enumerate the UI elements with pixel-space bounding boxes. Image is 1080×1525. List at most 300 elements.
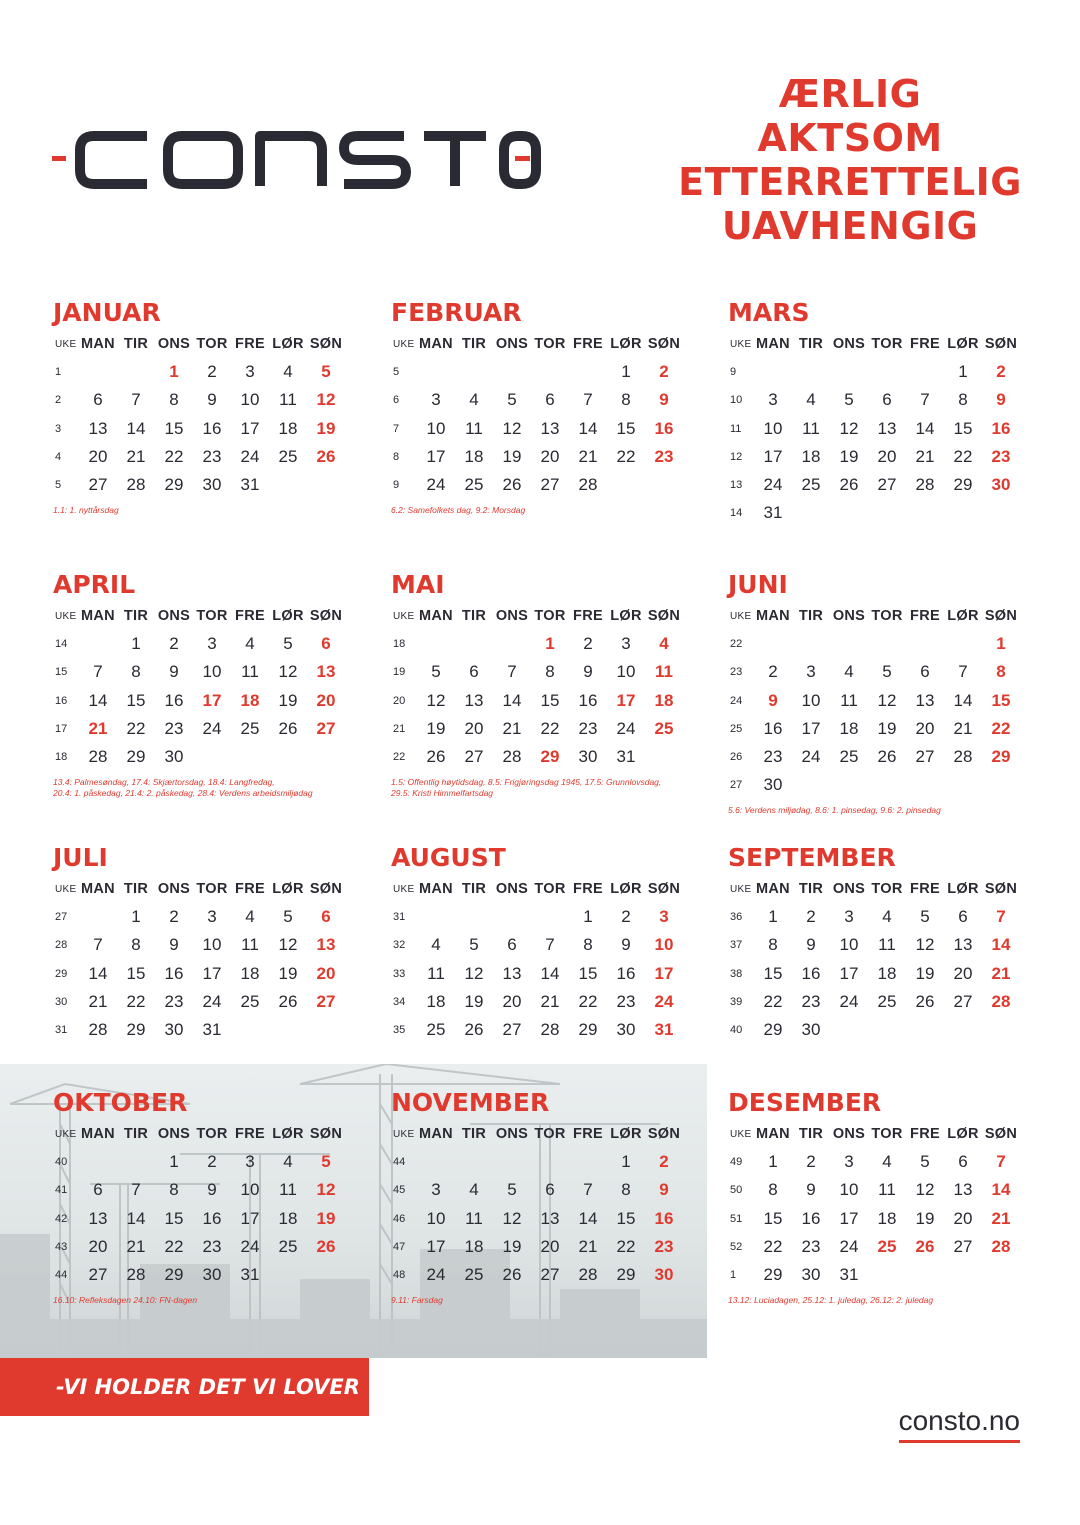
date-cell: 16 xyxy=(763,718,783,738)
date-cell: 5 xyxy=(283,907,293,927)
date-cell: 15 xyxy=(540,690,560,710)
date-cell: 28 xyxy=(502,747,522,767)
date-cell: 29 xyxy=(763,1020,783,1040)
week-number: 46 xyxy=(393,1212,406,1225)
weekday-label: SØN xyxy=(984,336,1018,353)
date-cell: 31 xyxy=(202,1020,222,1040)
week-number: 33 xyxy=(393,967,406,980)
week-header: UKE xyxy=(55,338,77,350)
date-cell: 27 xyxy=(88,475,108,495)
weekday-label: TIR xyxy=(123,881,149,898)
date-cell: 5 xyxy=(507,390,517,410)
date-cell: 30 xyxy=(801,1265,821,1285)
date-cell: 18 xyxy=(426,991,446,1011)
date-cell: 19 xyxy=(839,446,859,466)
date-cell: 11 xyxy=(840,690,858,710)
date-cell: 17 xyxy=(426,446,446,466)
date-cell: 22 xyxy=(164,446,184,466)
weekday-header xyxy=(728,602,1028,630)
weekday-label: SØN xyxy=(309,336,343,353)
date-cell: 6 xyxy=(545,390,555,410)
date-cell: 27 xyxy=(953,1236,973,1256)
holiday-date: 17 xyxy=(654,963,674,983)
date-cell: 16 xyxy=(801,1208,821,1228)
date-cell: 16 xyxy=(164,963,184,983)
date-cell: 3 xyxy=(768,390,778,410)
weekday-header xyxy=(391,1120,691,1148)
weekday-label: SØN xyxy=(309,881,343,898)
slogan-line: AKTSOM xyxy=(757,116,943,160)
date-cell: 4 xyxy=(882,1152,892,1172)
date-cell: 3 xyxy=(621,634,631,654)
date-cell: 11 xyxy=(241,662,259,682)
week-row xyxy=(53,988,353,1016)
week-header: UKE xyxy=(55,610,77,622)
week-row xyxy=(728,386,1028,414)
date-cell: 30 xyxy=(164,1020,184,1040)
date-cell: 11 xyxy=(279,390,297,410)
week-row xyxy=(728,1016,1028,1044)
date-cell: 3 xyxy=(431,390,441,410)
date-cell: 30 xyxy=(801,1020,821,1040)
date-cell: 21 xyxy=(953,718,973,738)
holiday-date: 13 xyxy=(316,935,336,955)
weekday-label: FRE xyxy=(910,881,940,898)
month-oktober xyxy=(53,1086,353,1306)
week-number: 24 xyxy=(730,694,743,707)
week-header: UKE xyxy=(55,1128,77,1140)
holiday-notes xyxy=(53,505,353,516)
week-number: 45 xyxy=(393,1184,406,1197)
week-row xyxy=(53,903,353,931)
holiday-date: 11 xyxy=(655,662,673,682)
week-number: 32 xyxy=(393,939,406,952)
date-cell: 29 xyxy=(164,1265,184,1285)
holiday-date: 9 xyxy=(768,690,778,710)
date-cell: 15 xyxy=(763,1208,783,1228)
holiday-date: 26 xyxy=(316,1236,336,1256)
date-cell: 3 xyxy=(844,907,854,927)
date-cell: 11 xyxy=(465,1208,483,1228)
date-cell: 8 xyxy=(169,1180,179,1200)
weekday-label: TOR xyxy=(871,608,903,625)
holiday-date: 4 xyxy=(659,634,669,654)
date-cell: 31 xyxy=(839,1265,859,1285)
date-cell: 9 xyxy=(207,390,217,410)
date-cell: 13 xyxy=(877,418,897,438)
holiday-note-line: 29.5: Kristi Himmelfartsdag xyxy=(391,788,494,799)
date-cell: 21 xyxy=(126,446,146,466)
date-cell: 29 xyxy=(953,475,973,495)
date-cell: 2 xyxy=(169,634,179,654)
holiday-date: 13 xyxy=(316,662,336,682)
week-header: UKE xyxy=(393,610,415,622)
holiday-date: 10 xyxy=(654,935,674,955)
holiday-date: 29 xyxy=(991,747,1011,767)
date-cell: 13 xyxy=(464,690,484,710)
date-cell: 26 xyxy=(915,991,935,1011)
holiday-note-line: 13.12: Luciadagen, 25.12: 1. juledag, 26.12: 2. juledag xyxy=(728,1295,934,1306)
date-cell: 20 xyxy=(502,991,522,1011)
date-cell: 23 xyxy=(763,747,783,767)
date-cell: 14 xyxy=(578,1208,598,1228)
weekday-label: TIR xyxy=(461,1126,487,1143)
date-cell: 21 xyxy=(915,446,935,466)
week-header: UKE xyxy=(730,1128,752,1140)
week-row xyxy=(53,1176,353,1204)
date-cell: 18 xyxy=(801,446,821,466)
week-row xyxy=(391,1176,691,1204)
date-cell: 4 xyxy=(283,1152,293,1172)
date-cell: 14 xyxy=(578,418,598,438)
weekday-label: MAN xyxy=(81,1126,115,1143)
weekday-label: MAN xyxy=(419,608,453,625)
date-cell: 1 xyxy=(169,1152,179,1172)
date-cell: 16 xyxy=(616,963,636,983)
holiday-date: 1 xyxy=(169,362,179,382)
date-cell: 24 xyxy=(240,1236,260,1256)
date-cell: 10 xyxy=(240,1180,260,1200)
month-title: SEPTEMBER xyxy=(728,843,896,872)
date-cell: 10 xyxy=(202,662,222,682)
week-number: 28 xyxy=(55,939,68,952)
date-cell: 14 xyxy=(126,418,146,438)
date-cell: 25 xyxy=(278,1236,298,1256)
weekday-label: FRE xyxy=(573,881,603,898)
month-title: MARS xyxy=(728,298,810,327)
date-cell: 22 xyxy=(763,1236,783,1256)
weekday-label: ONS xyxy=(832,608,866,625)
weekday-header xyxy=(391,330,691,358)
date-cell: 25 xyxy=(426,1020,446,1040)
date-cell: 7 xyxy=(131,390,141,410)
date-cell: 18 xyxy=(278,418,298,438)
weekday-label: ONS xyxy=(495,608,529,625)
holiday-date: 23 xyxy=(654,446,674,466)
week-number: 3 xyxy=(55,422,62,435)
holiday-date: 19 xyxy=(316,1208,336,1228)
holiday-date: 21 xyxy=(88,718,108,738)
week-row xyxy=(53,1233,353,1261)
date-cell: 6 xyxy=(507,935,517,955)
date-cell: 1 xyxy=(131,907,141,927)
week-number: 13 xyxy=(730,479,743,492)
date-cell: 14 xyxy=(502,690,522,710)
date-cell: 26 xyxy=(278,718,298,738)
date-cell: 27 xyxy=(540,475,560,495)
date-cell: 25 xyxy=(801,475,821,495)
weekday-label: LØR xyxy=(272,881,304,898)
date-cell: 27 xyxy=(915,747,935,767)
date-cell: 5 xyxy=(882,662,892,682)
week-number: 35 xyxy=(393,1024,406,1037)
weekday-label: ONS xyxy=(157,881,191,898)
date-cell: 28 xyxy=(126,475,146,495)
date-cell: 12 xyxy=(464,963,484,983)
date-cell: 6 xyxy=(958,907,968,927)
holiday-date: 28 xyxy=(991,991,1011,1011)
weekday-label: MAN xyxy=(756,881,790,898)
date-cell: 2 xyxy=(583,634,593,654)
date-cell: 23 xyxy=(801,1236,821,1256)
date-cell: 15 xyxy=(953,418,973,438)
date-cell: 26 xyxy=(426,747,446,767)
date-cell: 28 xyxy=(126,1265,146,1285)
weekday-header xyxy=(391,602,691,630)
date-cell: 13 xyxy=(540,418,560,438)
weekday-label: TIR xyxy=(798,336,824,353)
date-cell: 15 xyxy=(126,963,146,983)
date-cell: 6 xyxy=(93,1180,103,1200)
date-cell: 15 xyxy=(164,1208,184,1228)
date-cell: 10 xyxy=(240,390,260,410)
date-cell: 20 xyxy=(877,446,897,466)
weekday-label: SØN xyxy=(984,608,1018,625)
slogan-banner: -VI HOLDER DET VI LOVER xyxy=(0,1358,369,1416)
date-cell: 4 xyxy=(245,907,255,927)
holiday-date: 16 xyxy=(654,418,674,438)
date-cell: 14 xyxy=(88,690,108,710)
date-cell: 8 xyxy=(131,662,141,682)
weekday-label: FRE xyxy=(910,608,940,625)
date-cell: 6 xyxy=(958,1152,968,1172)
date-cell: 30 xyxy=(202,475,222,495)
holiday-note-line: 5.6: Verdens miljødag, 8.6: 1. pinsedag, 9.6: 2. pinsedag xyxy=(728,805,941,816)
date-cell: 18 xyxy=(877,1208,897,1228)
date-cell: 25 xyxy=(464,1265,484,1285)
week-number: 27 xyxy=(55,911,68,924)
date-cell: 13 xyxy=(88,1208,108,1228)
date-cell: 10 xyxy=(763,418,783,438)
month-januar xyxy=(53,296,353,516)
week-row xyxy=(391,658,691,686)
week-row xyxy=(391,471,691,499)
date-cell: 21 xyxy=(540,991,560,1011)
holiday-notes xyxy=(728,805,1028,816)
week-row xyxy=(728,931,1028,959)
slogan-line: ÆRLIG xyxy=(778,72,922,116)
holiday-date: 26 xyxy=(316,446,336,466)
date-cell: 9 xyxy=(806,1180,816,1200)
week-row xyxy=(53,743,353,771)
weekday-header xyxy=(53,1120,353,1148)
week-row xyxy=(53,386,353,414)
date-cell: 29 xyxy=(164,475,184,495)
week-row xyxy=(391,358,691,386)
date-cell: 22 xyxy=(126,991,146,1011)
date-cell: 22 xyxy=(164,1236,184,1256)
date-cell: 8 xyxy=(583,935,593,955)
weekday-label: TOR xyxy=(871,336,903,353)
week-row xyxy=(728,960,1028,988)
week-header: UKE xyxy=(55,883,77,895)
date-cell: 4 xyxy=(245,634,255,654)
weekday-label: TIR xyxy=(798,1126,824,1143)
week-number: 7 xyxy=(393,422,400,435)
weekday-label: LØR xyxy=(947,336,979,353)
date-cell: 1 xyxy=(958,362,968,382)
week-number: 39 xyxy=(730,995,743,1008)
date-cell: 3 xyxy=(207,907,217,927)
date-cell: 9 xyxy=(806,935,816,955)
date-cell: 12 xyxy=(915,1180,935,1200)
date-cell: 4 xyxy=(806,390,816,410)
holiday-note-line: 1.1: 1. nyttårsdag xyxy=(53,505,119,516)
date-cell: 1 xyxy=(768,907,778,927)
week-row xyxy=(728,415,1028,443)
date-cell: 24 xyxy=(426,475,446,495)
date-cell: 4 xyxy=(882,907,892,927)
weekday-label: FRE xyxy=(235,336,265,353)
weekday-label: TOR xyxy=(196,1126,228,1143)
month-november xyxy=(391,1086,691,1306)
date-cell: 16 xyxy=(164,690,184,710)
weekday-label: MAN xyxy=(419,881,453,898)
month-april xyxy=(53,568,353,799)
weekday-label: FRE xyxy=(573,1126,603,1143)
date-cell: 9 xyxy=(169,662,179,682)
date-cell: 30 xyxy=(164,747,184,767)
holiday-note-line: 1.5: Offentlig høytidsdag, 8.5: Frigjøringsdag 1945, 17.5: Grunnlovsdag, xyxy=(391,777,662,788)
date-cell: 29 xyxy=(126,747,146,767)
holiday-date: 18 xyxy=(240,690,260,710)
weekday-label: SØN xyxy=(647,336,681,353)
week-number: 11 xyxy=(730,422,742,435)
holiday-date: 17 xyxy=(202,690,222,710)
date-cell: 6 xyxy=(545,1180,555,1200)
weekday-label: ONS xyxy=(495,1126,529,1143)
holiday-date: 7 xyxy=(996,1152,1006,1172)
date-cell: 6 xyxy=(920,662,930,682)
date-cell: 11 xyxy=(427,963,445,983)
holiday-notes xyxy=(53,1295,353,1306)
week-row xyxy=(728,358,1028,386)
week-number: 1 xyxy=(55,366,62,379)
week-header: UKE xyxy=(730,610,752,622)
date-cell: 28 xyxy=(578,1265,598,1285)
week-number: 48 xyxy=(393,1269,406,1282)
date-cell: 8 xyxy=(768,1180,778,1200)
website-link[interactable]: consto.no xyxy=(899,1404,1020,1443)
week-row xyxy=(728,1233,1028,1261)
date-cell: 21 xyxy=(88,991,108,1011)
holiday-date: 19 xyxy=(316,418,336,438)
date-cell: 8 xyxy=(768,935,778,955)
week-header: UKE xyxy=(730,883,752,895)
weekday-label: TOR xyxy=(534,1126,566,1143)
date-cell: 24 xyxy=(240,446,260,466)
weekday-label: TOR xyxy=(534,336,566,353)
holiday-date: 2 xyxy=(659,362,669,382)
week-row xyxy=(728,1176,1028,1204)
date-cell: 2 xyxy=(806,1152,816,1172)
week-row xyxy=(391,443,691,471)
month-title: JULI xyxy=(53,843,108,872)
week-number: 17 xyxy=(55,722,68,735)
date-cell: 19 xyxy=(915,1208,935,1228)
date-cell: 13 xyxy=(953,935,973,955)
date-cell: 1 xyxy=(131,634,141,654)
weekday-label: FRE xyxy=(573,336,603,353)
month-title: MAI xyxy=(391,570,445,599)
week-number: 1 xyxy=(730,1269,737,1282)
slogan-line: UAVHENGIG xyxy=(721,204,979,248)
date-cell: 26 xyxy=(464,1020,484,1040)
date-cell: 24 xyxy=(839,1236,859,1256)
date-cell: 26 xyxy=(278,991,298,1011)
date-cell: 2 xyxy=(768,662,778,682)
month-februar xyxy=(391,296,691,516)
weekday-header xyxy=(53,875,353,903)
weekday-label: TIR xyxy=(123,1126,149,1143)
weekday-label: MAN xyxy=(419,1126,453,1143)
date-cell: 7 xyxy=(131,1180,141,1200)
date-cell: 11 xyxy=(465,418,483,438)
weekday-label: SØN xyxy=(309,1126,343,1143)
date-cell: 27 xyxy=(540,1265,560,1285)
date-cell: 14 xyxy=(540,963,560,983)
holiday-date: 23 xyxy=(991,446,1011,466)
week-row xyxy=(391,1233,691,1261)
date-cell: 15 xyxy=(578,963,598,983)
week-number: 41 xyxy=(55,1184,68,1197)
date-cell: 19 xyxy=(915,963,935,983)
date-cell: 24 xyxy=(839,991,859,1011)
date-cell: 5 xyxy=(507,1180,517,1200)
date-cell: 27 xyxy=(88,1265,108,1285)
date-cell: 29 xyxy=(578,1020,598,1040)
week-number: 25 xyxy=(730,722,743,735)
date-cell: 13 xyxy=(88,418,108,438)
week-number: 40 xyxy=(730,1024,743,1037)
week-row xyxy=(391,960,691,988)
week-row xyxy=(53,471,353,499)
week-number: 14 xyxy=(730,507,743,520)
date-cell: 10 xyxy=(426,1208,446,1228)
date-cell: 10 xyxy=(202,935,222,955)
date-cell: 22 xyxy=(616,1236,636,1256)
date-cell: 7 xyxy=(507,662,517,682)
date-cell: 10 xyxy=(426,418,446,438)
holiday-date: 12 xyxy=(316,390,336,410)
date-cell: 15 xyxy=(164,418,184,438)
weekday-label: MAN xyxy=(756,608,790,625)
holiday-date: 18 xyxy=(654,690,674,710)
weekday-label: SØN xyxy=(647,608,681,625)
weekday-label: FRE xyxy=(910,336,940,353)
date-cell: 12 xyxy=(426,690,446,710)
week-row xyxy=(728,715,1028,743)
holiday-date: 1 xyxy=(996,634,1006,654)
week-number: 34 xyxy=(393,995,406,1008)
date-cell: 9 xyxy=(169,935,179,955)
holiday-date: 24 xyxy=(654,991,674,1011)
month-mai xyxy=(391,568,691,799)
weekday-label: TIR xyxy=(123,336,149,353)
month-mars xyxy=(728,296,1028,527)
date-cell: 2 xyxy=(207,362,217,382)
date-cell: 25 xyxy=(839,747,859,767)
weekday-label: TOR xyxy=(871,1126,903,1143)
week-number: 31 xyxy=(55,1024,68,1037)
week-number: 49 xyxy=(730,1156,743,1169)
week-number: 18 xyxy=(393,638,406,651)
holiday-date: 7 xyxy=(996,907,1006,927)
date-cell: 24 xyxy=(616,718,636,738)
week-number: 15 xyxy=(55,666,68,679)
date-cell: 27 xyxy=(953,991,973,1011)
holiday-date: 27 xyxy=(316,718,336,738)
